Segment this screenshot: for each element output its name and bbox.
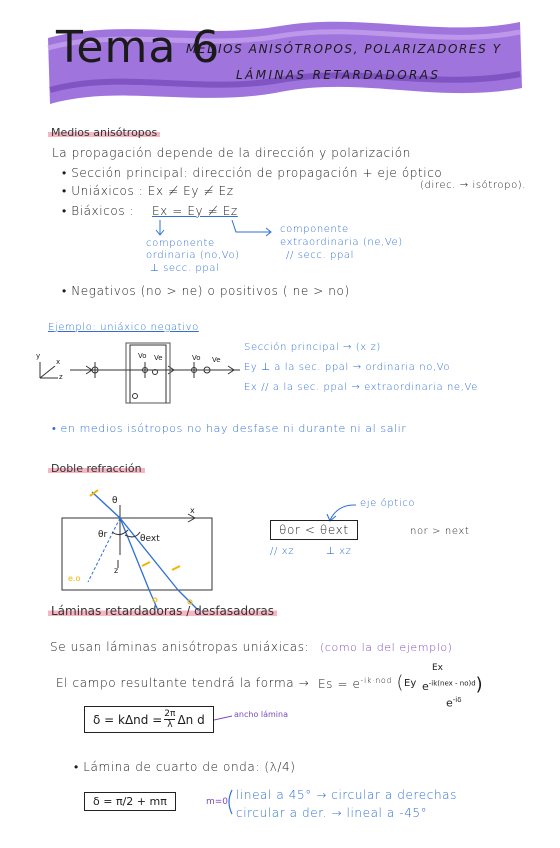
ey-term: Ey — [404, 678, 417, 689]
es-base: Es = e — [318, 677, 361, 691]
sec1-bullet-uniaxicos: • Uniáxicos : Ex ≠ Ey ≠ Ez — [62, 184, 234, 198]
header-title-line1: MEDIOS ANISÓTROPOS, POLARIZADORES Y — [186, 42, 502, 56]
cuarto-equation-box: δ = π/2 + mπ — [84, 792, 176, 811]
label-vo-out: Vo — [192, 354, 201, 362]
example-title: Ejemplo: uniáxico negativo — [48, 322, 199, 333]
cuarto-case-2: circular a der. → lineal a -45° — [236, 806, 428, 820]
n-inequality: nor > next — [410, 526, 470, 537]
campo-text: El campo resultante tendrá la forma → — [56, 676, 310, 690]
es-exponent: -ik·nod — [360, 676, 393, 685]
biaxicos-arrows — [156, 220, 271, 236]
header-title-line2: LÁMINAS RETARDADORAS — [236, 68, 441, 82]
sec1-biaxicos-eq: Ex = Ey ≠ Ez — [152, 204, 238, 218]
label-theta-or: θr — [98, 530, 108, 540]
comp-extra-2: extraordinaria (ne,Ve) — [280, 237, 403, 248]
eje-optico-label: eje óptico — [360, 498, 416, 509]
comp-ordinaria-3: ⊥ secc. ppal — [150, 263, 220, 274]
comp-extra-3: // secc. ppal — [286, 250, 355, 261]
fraction-denominator: λ — [167, 720, 173, 730]
axis-y-label: y — [36, 352, 41, 360]
delta-fraction — [164, 709, 175, 730]
comp-ordinaria-2: ordinaria (no,Vo) — [146, 250, 240, 261]
ancho-lamina-label: ancho lámina — [234, 710, 288, 719]
tema-label: Tema 6 — [56, 22, 221, 73]
sec3-intro-note: (como la del ejemplo) — [320, 641, 453, 654]
refraction-diagram — [62, 490, 356, 615]
sec1-bullet-seccion: • Sección principal: dirección de propagación + eje óptico — [62, 166, 443, 180]
label-x-refr: x — [190, 506, 195, 515]
label-vo: Vo — [138, 352, 147, 360]
es-equation: $Es = e^{-ik\cdot nod}$ ( — [318, 672, 405, 693]
axis-x-label: x — [56, 358, 61, 366]
label-eo: e.o — [68, 574, 81, 583]
section-title-medios: Medios anisótropos — [48, 126, 160, 139]
cuarto-onda-bullet: • Lámina de cuarto de onda: (λ/4) — [74, 760, 296, 774]
pol-ext: ⊥ xz — [326, 546, 352, 557]
label-ve: Ve — [154, 354, 163, 362]
sec1-bullet-seccion-note: (direc. → isótropo). — [420, 180, 527, 191]
m0-bracket — [229, 790, 232, 814]
sec3-intro: Se usan láminas anisótropas uniáxicas: — [50, 640, 310, 654]
ex-term: Ex — [432, 663, 444, 673]
sec1-bullet-negativos: • Negativos (no > ne) o positivos ( ne > no) — [62, 284, 350, 298]
label-theta: θ — [112, 496, 118, 506]
pol-or: // xz — [270, 546, 295, 557]
ancho-arrow — [214, 716, 232, 720]
fraction-numerator: 2π — [164, 709, 176, 719]
theta-inequality: θor < θext — [270, 520, 358, 540]
denominator-exponent: -iδ — [452, 696, 462, 704]
delta-equation-box — [84, 706, 214, 733]
sec1-intro: La propagación depende de la dirección y polarización — [52, 146, 411, 160]
example-row-seccion: Sección principal → (x z) — [244, 342, 381, 353]
comp-extra-1: componente — [280, 224, 349, 235]
section-title-laminas: Láminas retardadoras / desfasadoras — [48, 604, 277, 618]
axis-z-label: z — [59, 373, 63, 381]
cuarto-case-1: lineal a 45° → circular a derechas — [236, 788, 457, 802]
phase-exponent: -ik(nex - no)d — [428, 679, 476, 688]
sec1-bullet-biaxicos: • Biáxicos : — [62, 204, 135, 218]
phase-term: $e^{-ik(nex - no)d}$) — [422, 674, 483, 695]
comp-ordinaria-1: componente — [146, 238, 215, 249]
phase-base: e — [422, 680, 429, 693]
label-ve-out: Ve — [212, 356, 221, 364]
denominator-base: e — [446, 696, 453, 710]
example-row-ey: Ey ⊥ a la sec. ppal → ordinaria no,Vo — [244, 362, 451, 373]
example-note: • en medios isótropos no hay desfase ni durante ni al salir — [52, 422, 407, 435]
m0-label: m=0 — [206, 797, 229, 807]
example-row-ex: Ex // a la sec. ppal → extraordinaria ne,Ve — [244, 382, 478, 393]
label-theta-ext: θext — [140, 534, 160, 544]
delta-denominator — [446, 696, 462, 710]
section-title-doble: Doble refracción — [48, 462, 145, 475]
label-z-refr: z — [114, 566, 119, 575]
delta-tail: Δn d — [177, 712, 205, 727]
delta-eq: δ = kΔnd = — [93, 712, 163, 727]
